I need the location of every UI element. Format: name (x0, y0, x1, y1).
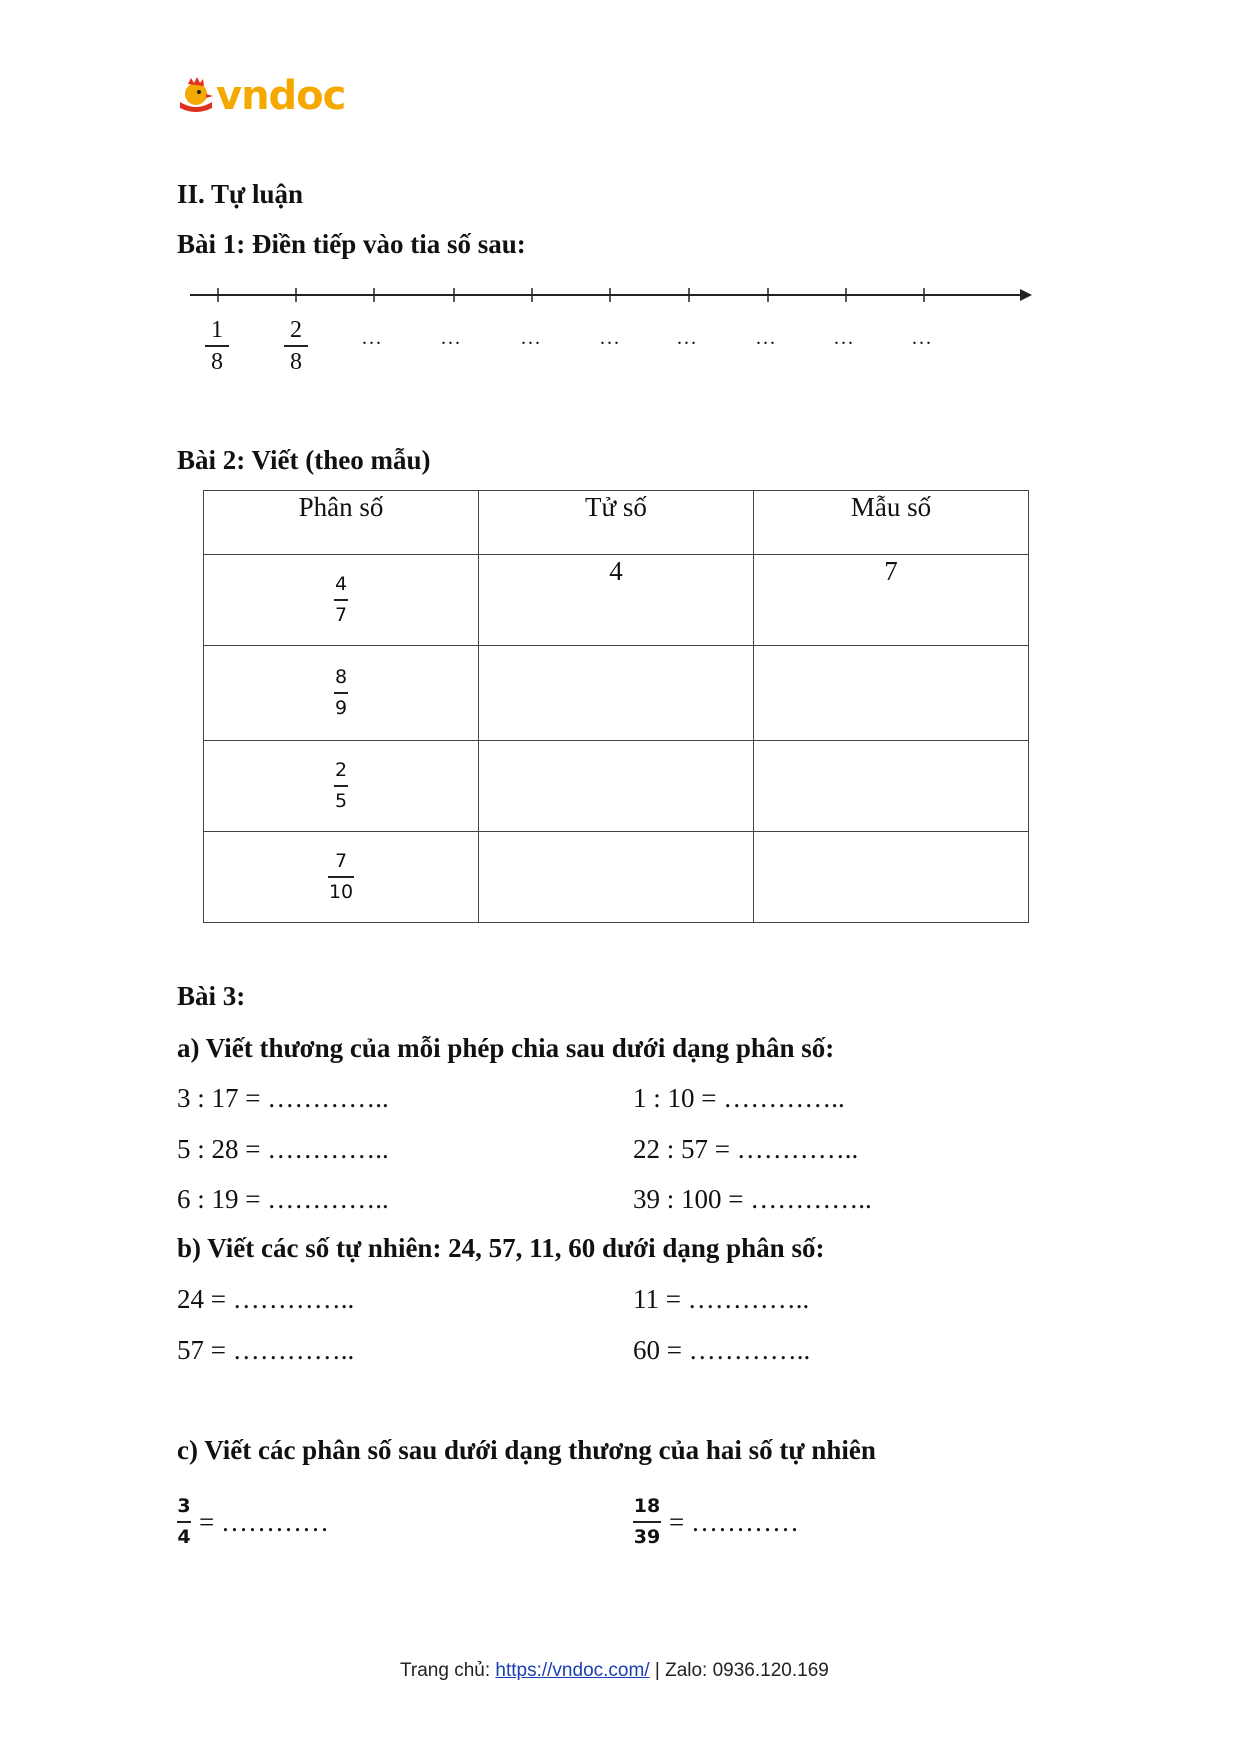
denominator: 7 (334, 603, 348, 626)
answer-blank: = ………… (199, 1506, 329, 1537)
header-phan-so: Phân số (204, 491, 479, 555)
bai3c-title: c) Viết các phân số sau dưới dạng thương của hai số tự nhiên (177, 1435, 876, 1465)
footer-zalo: | Zalo: 0936.120.169 (649, 1660, 829, 1681)
table-row (204, 832, 1029, 923)
numerator: 2 (334, 759, 348, 782)
blank: ... (600, 327, 621, 349)
fraction-bar (334, 785, 348, 787)
fraction (328, 852, 354, 902)
bai2-title: Bài 2: Viết (theo mẫu) (177, 445, 431, 475)
blank: ... (441, 327, 462, 349)
natural-number-item: 11 = ………….. (633, 1284, 810, 1314)
vndoc-logo (178, 74, 345, 118)
numerator: 3 (177, 1495, 191, 1517)
fraction-bar (177, 1521, 191, 1523)
denominator: 39 (633, 1525, 661, 1548)
fraction (334, 761, 348, 811)
blank: ... (834, 327, 855, 349)
mau-so-cell[interactable] (754, 832, 1029, 923)
denominator: 8 (211, 348, 223, 375)
mau-so-cell[interactable] (754, 646, 1029, 741)
division-item: 5 : 28 = ………….. (177, 1134, 389, 1164)
footer-homepage-link[interactable]: https://vndoc.com/ (495, 1660, 650, 1681)
table-row (204, 555, 1029, 646)
header-tu-so: Tử số (479, 491, 754, 555)
numberline-fraction-1 (205, 318, 229, 374)
footer (400, 1660, 829, 1682)
division-item: 39 : 100 = ………….. (633, 1184, 872, 1214)
denominator: 9 (334, 696, 348, 719)
bai1-title: Bài 1: Điền tiếp vào tia số sau: (177, 229, 526, 259)
tu-so-cell[interactable] (479, 832, 754, 923)
fraction (334, 575, 348, 625)
blank: ... (756, 327, 777, 349)
section-title: II. Tự luận (177, 179, 304, 209)
tu-so-cell[interactable]: 4 (479, 555, 754, 646)
table-row (204, 741, 1029, 832)
fraction-cell (204, 741, 479, 832)
natural-number-item: 24 = ………….. (177, 1284, 355, 1314)
fraction (177, 1497, 191, 1547)
fraction-bar (334, 692, 348, 694)
denominator: 4 (177, 1525, 191, 1548)
numerator: 4 (334, 573, 348, 596)
division-item: 6 : 19 = ………….. (177, 1184, 389, 1214)
numerator: 8 (334, 666, 348, 689)
blank: ... (521, 327, 542, 349)
bai3-title: Bài 3: (177, 981, 246, 1011)
division-item: 22 : 57 = ………….. (633, 1134, 859, 1164)
logo-text: vndoc (216, 73, 346, 119)
numberline-fraction-2 (284, 318, 308, 374)
answer-blank: = ………… (669, 1506, 799, 1537)
division-item: 3 : 17 = ………….. (177, 1083, 389, 1113)
fraction-cell (204, 646, 479, 741)
bai3a-title: a) Viết thương của mỗi phép chia sau dưới dạng phân số: (177, 1033, 835, 1063)
division-item: 1 : 10 = ………….. (633, 1083, 845, 1113)
natural-number-item: 60 = ………….. (633, 1335, 811, 1365)
fraction (334, 668, 348, 718)
table-row (204, 646, 1029, 741)
fraction-cell (204, 555, 479, 646)
fraction-quotient-item (177, 1497, 329, 1547)
blank: ... (677, 327, 698, 349)
fraction-bar (633, 1521, 661, 1523)
numerator: 18 (633, 1495, 661, 1517)
mau-so-cell[interactable]: 7 (754, 555, 1029, 646)
mau-so-cell[interactable] (754, 741, 1029, 832)
footer-prefix: Trang chủ: (400, 1660, 496, 1681)
tu-so-cell[interactable] (479, 646, 754, 741)
fraction-bar (205, 345, 229, 347)
denominator: 5 (334, 789, 348, 812)
natural-number-item: 57 = ………….. (177, 1335, 355, 1365)
tu-so-cell[interactable] (479, 741, 754, 832)
numerator: 7 (334, 850, 348, 873)
blank: ... (912, 327, 933, 349)
numerator: 2 (290, 317, 302, 343)
fraction-bar (328, 876, 354, 878)
denominator: 10 (328, 880, 354, 903)
fraction-bar (334, 599, 348, 601)
denominator: 8 (290, 348, 302, 375)
fraction-bar (284, 345, 308, 347)
fraction-quotient-item (633, 1497, 799, 1547)
number-line (180, 280, 1040, 310)
blank: ... (362, 327, 383, 349)
fraction-cell (204, 832, 479, 923)
rooster-mascot-icon (178, 76, 214, 116)
bai3b-title: b) Viết các số tự nhiên: 24, 57, 11, 60 dưới dạng phân số: (177, 1233, 825, 1263)
header-mau-so: Mẫu số (754, 491, 1029, 555)
numerator: 1 (211, 317, 223, 343)
table-header-row (204, 491, 1029, 555)
number-line-arrow-icon (1020, 289, 1032, 301)
fraction (633, 1497, 661, 1547)
fraction-table (203, 490, 1029, 923)
